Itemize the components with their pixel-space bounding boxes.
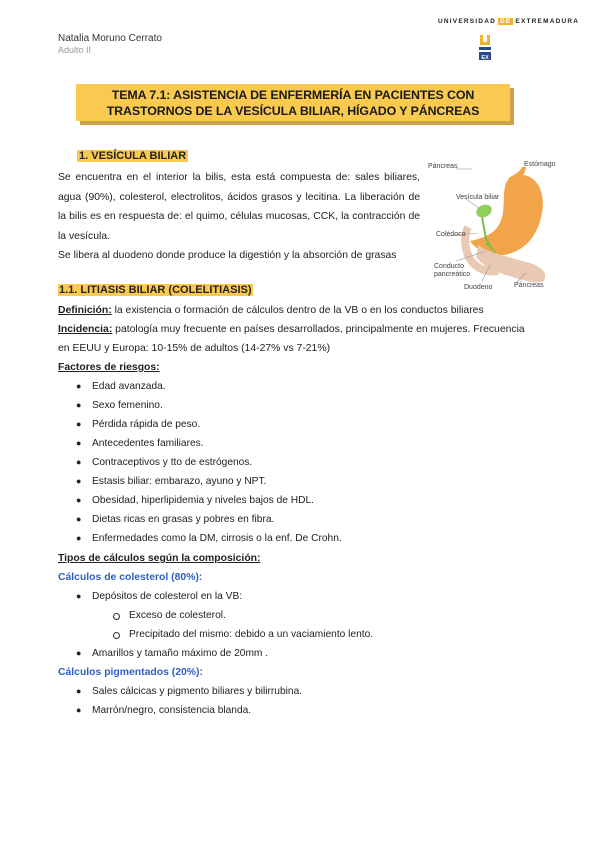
list-item: ● Sexo femenino. [76, 400, 163, 411]
list-item: ● Marrón/negro, consistencia blanda. [76, 705, 252, 716]
paragraph-text: Se encuentra en el interior la bilis, esta está compuesta de: sales biliares, agua (90%), colesterol, electrolitos, ácidos grasos y lecitina. La liberación de la bilis es en respuesta de: el quimo, células mucosas, CCK, la contracción de la vesícula. [58, 172, 420, 242]
incidencia-text-2: en EEUU y Europa: 10-15% de adultos (14-27% vs 7-21%) [58, 343, 331, 354]
list-item: ● Amarillos y tamaño máximo de 20mm . [76, 648, 269, 659]
list-item: ● Enfermedades como la DM, cirrosis o la enf. De Crohn. [76, 533, 342, 544]
label-pancreas-top: Páncreas [428, 163, 458, 170]
paragraph-text-2: Se libera al duodeno donde produce la digestión y la absorción de grasas [58, 250, 397, 261]
tipos-label: Tipos de cálculos según la composición: [58, 553, 261, 564]
incidencia-label: Incidencia: [58, 324, 113, 335]
logo-text-box: DE [499, 18, 512, 25]
list-item: ● Sales cálcicas y pigmento biliares y bilirrubina. [76, 686, 303, 697]
title-banner [76, 84, 510, 121]
svg-text:EX: EX [481, 55, 489, 61]
university-logo-text [438, 18, 579, 25]
section-paragraph [58, 168, 420, 266]
uex-logo-icon [478, 34, 492, 62]
label-coledoco: Colédoco [436, 231, 466, 238]
label-conducto: Conducto [434, 263, 464, 270]
title-line-2: TRASTORNOS DE LA VESÍCULA BILIAR, HÍGADO Y PÁNCREAS [106, 104, 480, 118]
section-heading-vesicula: 1. VESÍCULA BILIAR [79, 150, 187, 162]
factores-label: Factores de riesgos: [58, 362, 160, 373]
list-item: ● Edad avanzada. [76, 381, 166, 392]
logo-text-right: EXTREMADURA [515, 18, 580, 25]
logo-text-left: UNIVERSIDAD [438, 18, 496, 25]
definicion-label: Definición: [58, 305, 112, 316]
section-heading-litiasis: 1.1. LITIASIS BILIAR (COLELITIASIS) [59, 284, 252, 296]
incidencia-text: patología muy frecuente en países desarrollados, principalmente en mujeres. Frecuencia [112, 324, 525, 335]
list-item: ● Dietas ricas en grasas y pobres en fibra. [76, 514, 275, 525]
label-vesicula: Vesícula biliar [456, 194, 500, 201]
list-item: ● Obesidad, hiperlipidemia y niveles bajos de HDL. [76, 495, 314, 506]
list-item: ● Pérdida rápida de peso. [76, 419, 201, 430]
subject-name: Adulto II [58, 45, 92, 55]
definicion-text: la existencia o formación de cálculos dentro de la VB o en los conductos biliares [111, 305, 484, 316]
colesterol-heading: Cálculos de colesterol (80%): [58, 572, 203, 583]
incidencia-line [58, 324, 525, 335]
list-item: ● Estasis biliar: embarazo, ayuno y NPT. [76, 476, 267, 487]
list-item: ● Depósitos de colesterol en la VB: [76, 591, 243, 602]
label-pancreas-bottom: Páncreas [514, 282, 544, 289]
definicion-line [58, 305, 484, 316]
digestive-anatomy-figure [426, 153, 554, 293]
sub-list-item: Precipitado del mismo: debido a un vaciamiento lento. [129, 629, 373, 640]
pigmentados-heading: Cálculos pigmentados (20%): [58, 667, 203, 678]
title-line-1: TEMA 7.1: ASISTENCIA DE ENFERMERÍA EN PACIENTES CON [111, 88, 475, 102]
author-name: Natalia Moruno Cerrato [58, 33, 162, 44]
list-item: ● Antecedentes familiares. [76, 438, 204, 449]
list-item: ● Contraceptivos y tto de estrógenos. [76, 457, 253, 468]
label-duodeno: Duodeno [464, 284, 493, 291]
label-estomago: Estómago [524, 161, 556, 168]
sub-list-item: Exceso de colesterol. [129, 610, 226, 621]
label-pancreatico: pancreático [434, 271, 471, 278]
